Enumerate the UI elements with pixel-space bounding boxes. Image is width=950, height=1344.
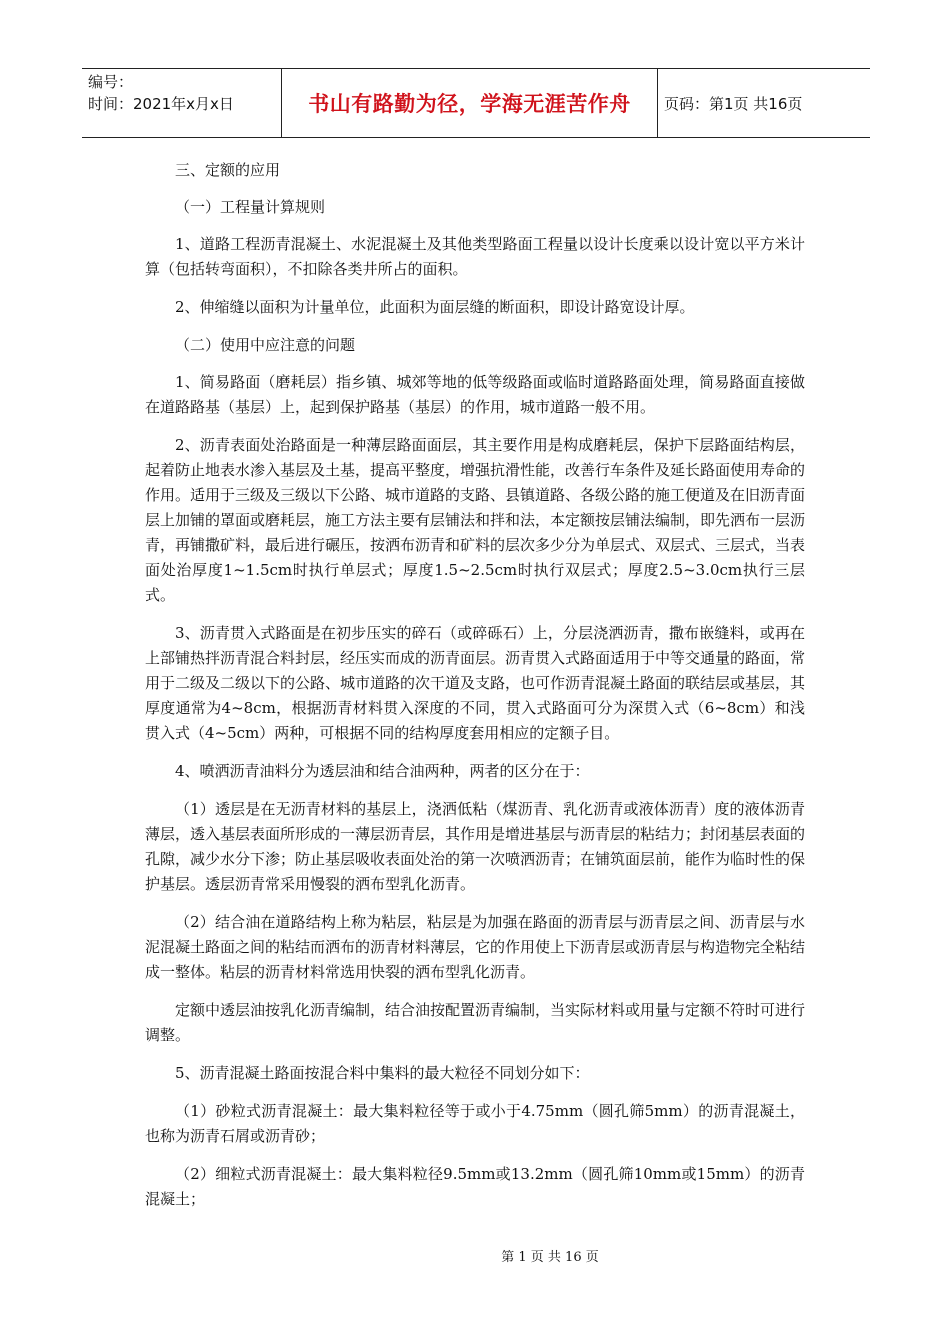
paragraph: 5、沥青混凝土路面按混合料中集料的最大粒径不同划分如下： — [175, 1064, 590, 1082]
paragraph: 3、沥青贯入式路面是在初步压实的碎石（或碎砾石）上，分层浇洒沥青，撒布嵌缝料，或再在上部铺热拌沥青混合料封层，经压实而成的沥青面层。沥青贯入式路面适用于中等交通量的路面，常用于二级及二级以下的公路、城市道路的次干道及支路，也可作沥青混凝土路面的联结层或基层，其厚度通常为4~8cm，根据沥青材料贯入深度的不同，贯入式路面可分为深贯入式（6~8cm）和浅贯入式（4~5cm）两种，可根据不同的结构厚度套用相应的定额子目。 — [145, 624, 806, 742]
section-heading: 三、定额的应用 — [175, 161, 281, 179]
header-motto: 书山有路勤为径，学海无涯苦作舟 — [282, 69, 658, 137]
paragraph: （2）结合油在道路结构上称为粘层，粘层是为加强在路面的沥青层与沥青层之间、沥青层与水泥混凝土路面之间的粘结而洒布的沥青材料薄层，它的作用使上下沥青层或沥青层与构造物完全粘结成一整体。粘层的沥青材料常选用快裂的洒布型乳化沥青。 — [145, 913, 806, 981]
paragraph: 2、伸缩缝以面积为计量单位，此面积为面层缝的断面积，即设计路宽设计厚。 — [175, 298, 695, 316]
paragraph: 定额中透层油按乳化沥青编制，结合油按配置沥青编制，当实际材料或用量与定额不符时可进行调整。 — [145, 1001, 806, 1044]
paragraph: （2）细粒式沥青混凝土：最大集料粒径9.5mm或13.2mm（圆孔筛10mm或15mm）的沥青混凝土； — [145, 1165, 805, 1208]
header-meta — [82, 69, 282, 137]
paragraph: 1、简易路面（磨耗层）指乡镇、城郊等地的低等级路面或临时道路路面处理，简易路面直接做在道路路基（基层）上，起到保护路基（基层）的作用，城市道路一般不用。 — [145, 373, 805, 416]
page-header — [82, 68, 870, 138]
document-body — [145, 158, 805, 1225]
paragraph: 1、道路工程沥青混凝土、水泥混凝土及其他类型路面工程量以设计长度乘以设计宽以平方米计算（包括转弯面积），不扣除各类井所占的面积。 — [145, 235, 805, 278]
subsection-heading: （二）使用中应注意的问题 — [175, 336, 356, 354]
paragraph: （1）透层是在无沥青材料的基层上，浇洒低粘（煤沥青、乳化沥青或液体沥青）度的液体沥青薄层，透入基层表面所形成的一薄层沥青层，其作用是增进基层与沥青层的粘结力；封闭基层表面的孔隙，减少水分下渗；防止基层吸收表面处治的第一次喷洒沥青；在铺筑面层前，能作为临时性的保护基层。透层沥青常采用慢裂的洒布型乳化沥青。 — [145, 800, 806, 893]
paragraph: 2、沥青表面处治路面是一种薄层路面面层，其主要作用是构成磨耗层，保护下层路面结构层，起着防止地表水渗入基层及土基，提高平整度，增强抗滑性能，改善行车条件及延长路面使用寿命的作用。适用于三级及三级以下公路、城市道路的支路、县镇道路、各级公路的施工便道及在旧沥青面层上加铺的罩面或磨耗层，施工方法主要有层铺法和拌和法，本定额按层铺法编制，即先洒布一层沥青，再铺撒矿料，最后进行碾压，按洒布沥青和矿料的层次多少分为单层式、双层式、三层式，当表面处治厚度1~1.5cm时执行单层式；厚度1.5~2.5cm时执行双层式；厚度2.5~3.0cm执行三层式。 — [145, 436, 806, 604]
header-date: 时间：2021年x月x日 — [88, 95, 234, 113]
header-page-info: 页码：第1页 共16页 — [664, 94, 803, 113]
subsection-heading: （一）工程量计算规则 — [175, 198, 326, 216]
header-number: 编号： — [88, 73, 134, 91]
page-footer: 第 1 页 共 16 页 — [501, 1250, 599, 1265]
paragraph: （1）砂粒式沥青混凝土：最大集料粒径等于或小于4.75mm（圆孔筛5mm）的沥青混凝土，也称为沥青石屑或沥青砂； — [145, 1102, 805, 1145]
paragraph: 4、喷洒沥青油料分为透层油和结合油两种，两者的区分在于： — [175, 762, 590, 780]
